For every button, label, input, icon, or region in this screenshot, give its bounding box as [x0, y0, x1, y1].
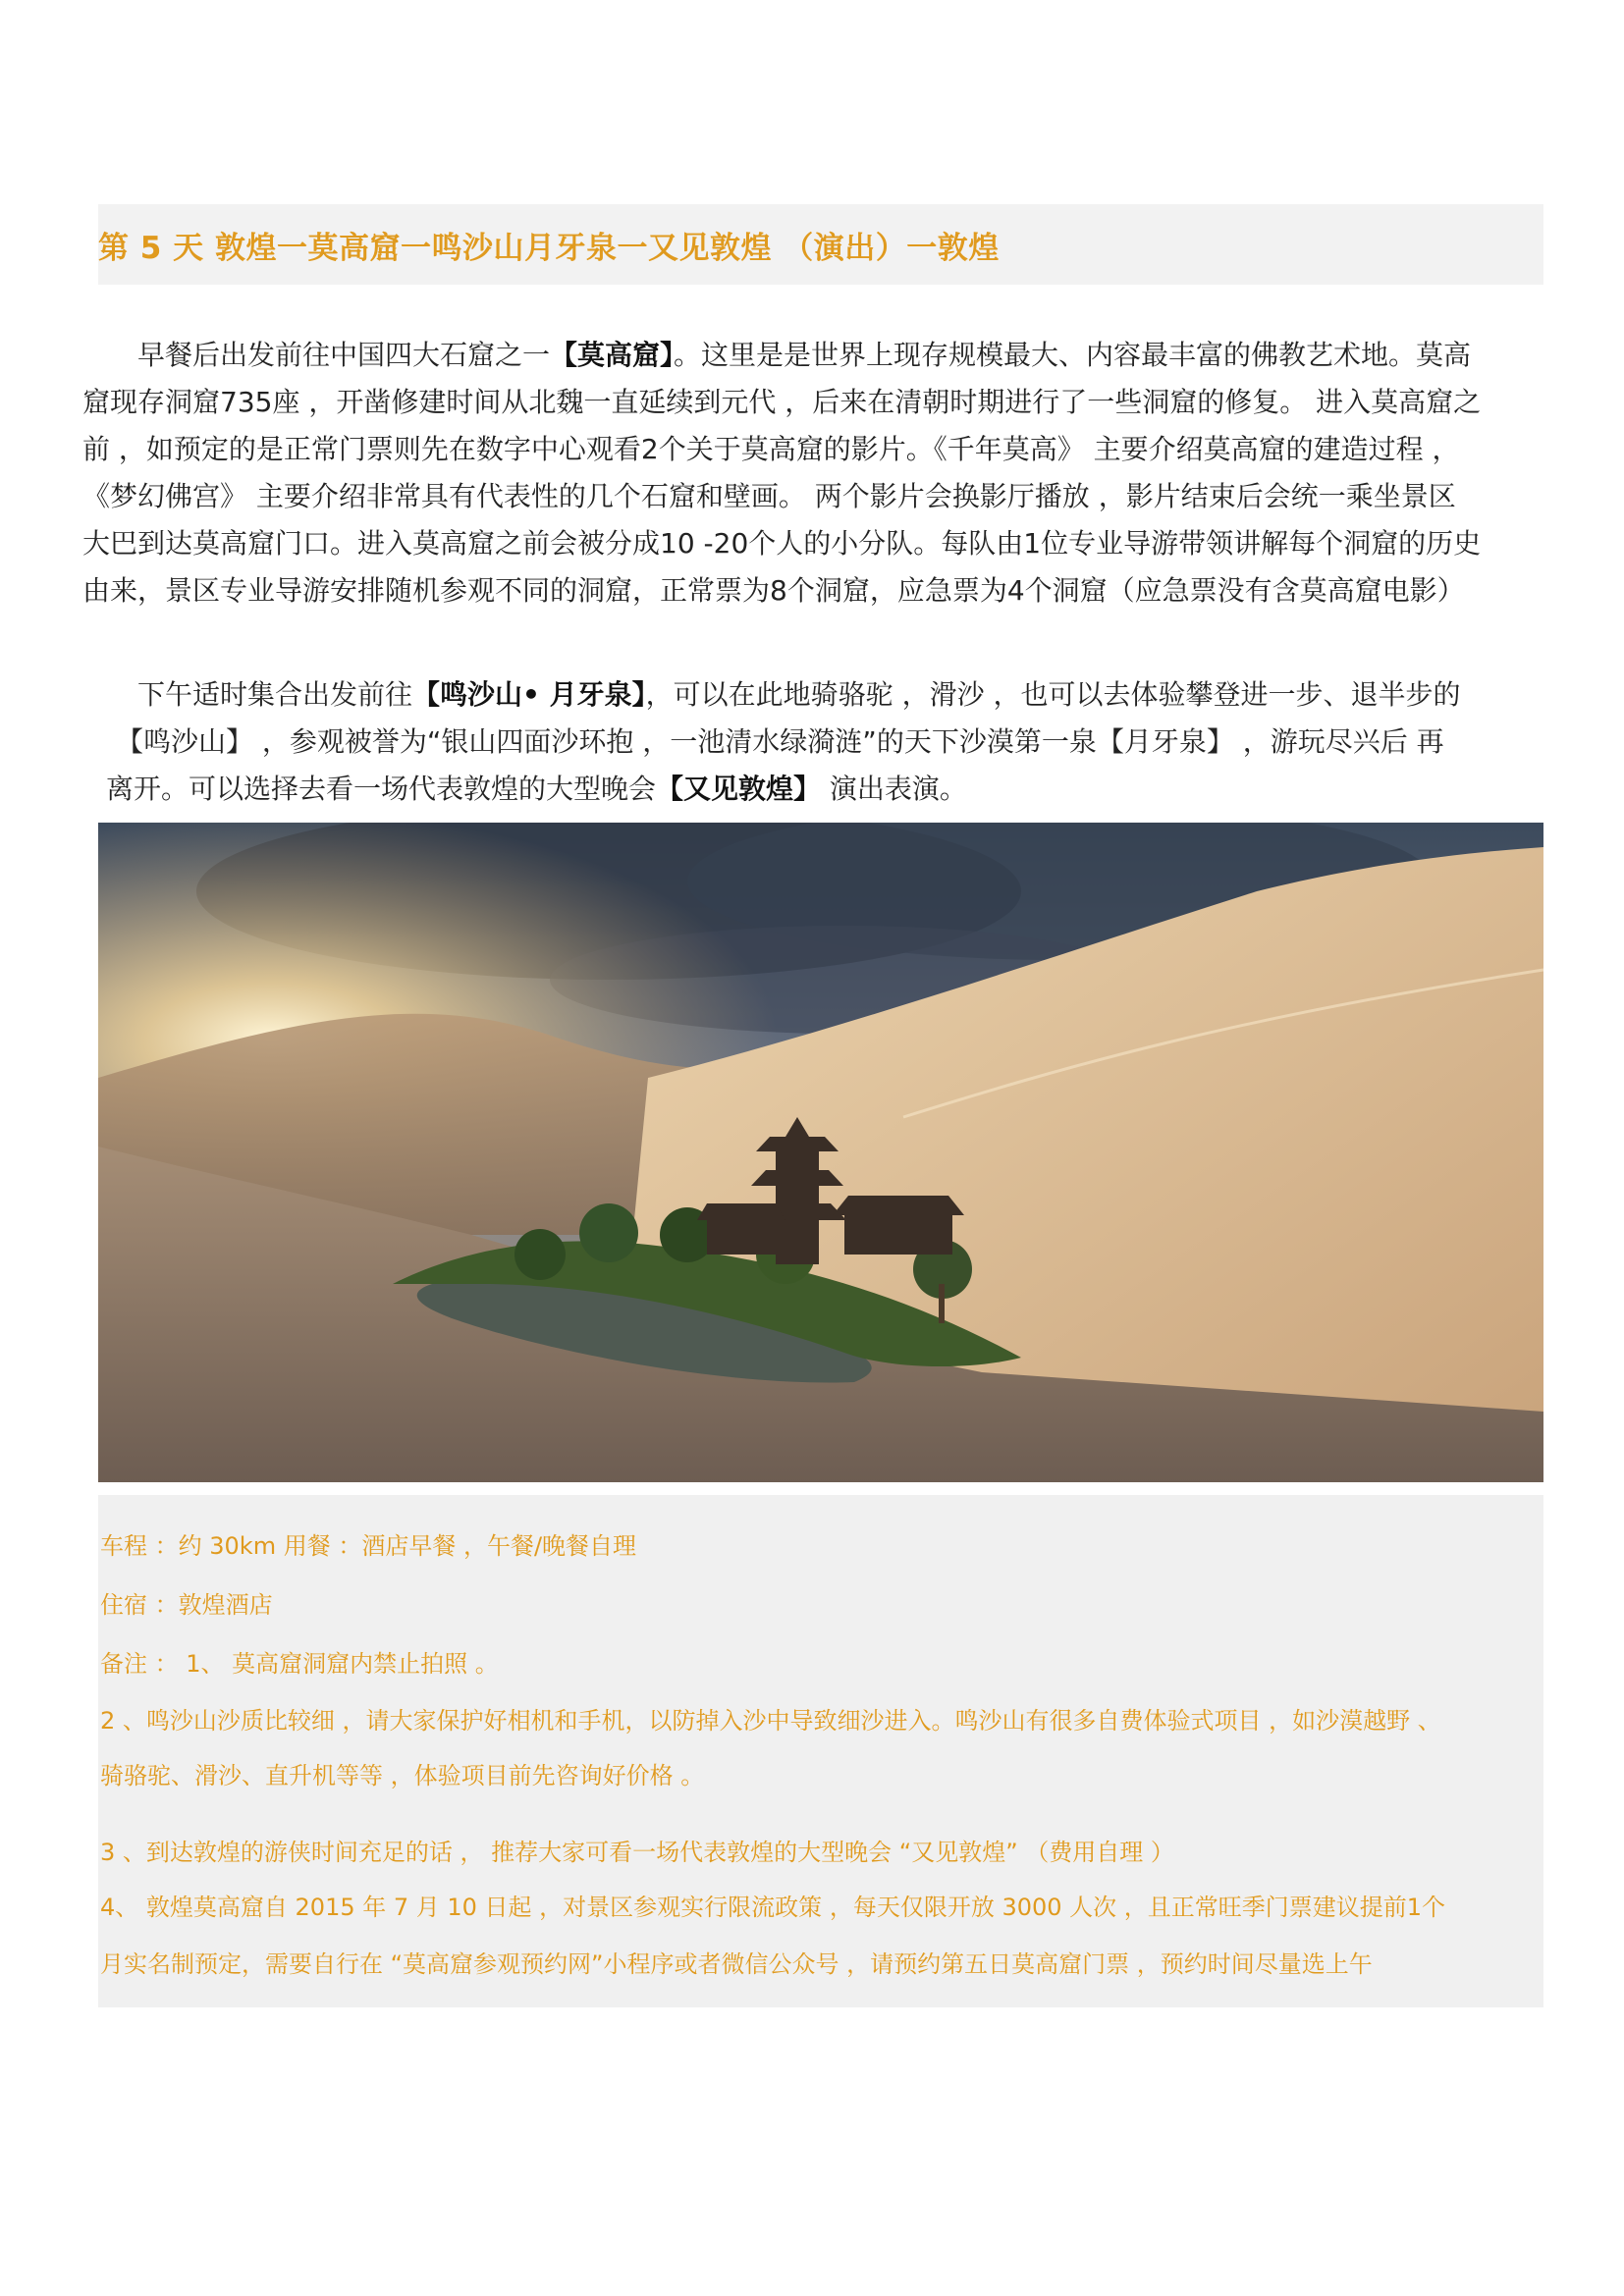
note-2-line-2: 骑骆驼、滑沙、直升机等等 ，体验项目前先咨询好价格 。 — [100, 1762, 705, 1789]
afternoon-line-2: 【鸣沙山】 ，参观被誉为“银山四面沙环抱 ，一池清水绿漪涟”的天下沙漠第一泉【月牙泉】 ，游玩尽兴后 再 — [116, 725, 1444, 758]
mogao-caves-highlight: 【莫高窟】 — [550, 339, 675, 371]
note-1: 备注 ： 1、 莫高窟洞窟内禁止拍照 。 — [100, 1650, 499, 1678]
crescent-lake-photo — [98, 823, 1543, 1482]
text-segment: 。这里是是世界上现存规模最大、内容最丰富的佛教艺术地。莫高 — [674, 339, 1472, 371]
mingsha-crescent-highlight: 【鸣沙山• 月牙泉】 — [412, 678, 646, 711]
text-segment: ，可以在此地骑骆驼 ，滑沙 ，也可以去体验攀登进一步、退半步的 — [645, 678, 1461, 711]
note-3: 3 、到达敦煌的游侠时间充足的话 ， 推荐大家可看一场代表敦煌的大型晚会 “又见敦煌” （费用自理 ） — [100, 1839, 1174, 1866]
text-segment: 离开。可以选择去看一场代表敦煌的大型晚会 — [106, 773, 657, 805]
afternoon-line-1 — [82, 671, 1545, 719]
morning-line-2: 窟现存洞窟735座 ，开凿修建时间从北魏一直延续到元代 ，后来在清朝时期进行了一些洞窟的修复。 进入莫高窟之 — [82, 386, 1482, 418]
morning-line-6: 由来，景区专业导游安排随机参观不同的洞窟，正常票为8个洞窟，应急票为4个洞窟（应急票没有含莫高窟电影） — [82, 574, 1465, 607]
lodging-line: 住宿 ：敦煌酒店 — [100, 1591, 273, 1619]
morning-paragraph — [82, 332, 1545, 614]
afternoon-line-3 — [82, 766, 1545, 813]
note-4-line-1: 4、 敦煌莫高窟自 2015 年 7 月 10 日起 ，对景区参观实行限流政策 ，每天仅限开放 3000 人次 ，且正常旺季门票建议提前1个 — [100, 1894, 1446, 1921]
note-4-line-2: 月实名制预定，需要自行在 “莫高窟参观预约网”小程序或者微信公众号 ，请预约第五日莫高窟门票 ，预约时间尽量选上午 — [100, 1950, 1373, 1978]
day-title: 第 5 天 敦煌一莫高窟一鸣沙山月牙泉一又见敦煌 （演出）一敦煌 — [98, 230, 1000, 266]
morning-line-5: 大巴到达莫高窟门口。进入莫高窟之前会被分成10 -20个人的小分队。每队由1位专业导游带领讲解每个洞窟的历史 — [82, 527, 1482, 560]
text-segment: 演出表演。 — [821, 773, 967, 805]
morning-line-1 — [82, 332, 1545, 379]
note-2-line-1: 2 、鸣沙山沙质比较细 ，请大家保护好相机和手机，以防掉入沙中导致细沙进入。鸣沙山有很多自费体验式项目 ，如沙漠越野 、 — [100, 1707, 1441, 1735]
dunhuang-show-highlight: 【又见敦煌】 — [656, 773, 822, 805]
day-header-bar — [98, 204, 1543, 285]
morning-line-3: 前 ，如预定的是正常门票则先在数字中心观看2个关于莫高窟的影片。《千年莫高》 主要介绍莫高窟的建造过程 ， — [82, 433, 1460, 465]
travel-meals-line: 车程 ：约 30km 用餐 ：酒店早餐 ，午餐/晚餐自理 — [100, 1532, 637, 1560]
text-segment: 下午适时集合出发前往 — [137, 678, 413, 711]
trip-info-box — [98, 1495, 1543, 2007]
text-segment: 早餐后出发前往中国四大石窟之一 — [137, 339, 551, 371]
morning-line-4: 《梦幻佛宫》 主要介绍非常具有代表性的几个石窟和壁画。 两个影片会换影厅播放 ，影片结束后会统一乘坐景区 — [82, 480, 1456, 512]
afternoon-paragraph — [82, 671, 1545, 813]
